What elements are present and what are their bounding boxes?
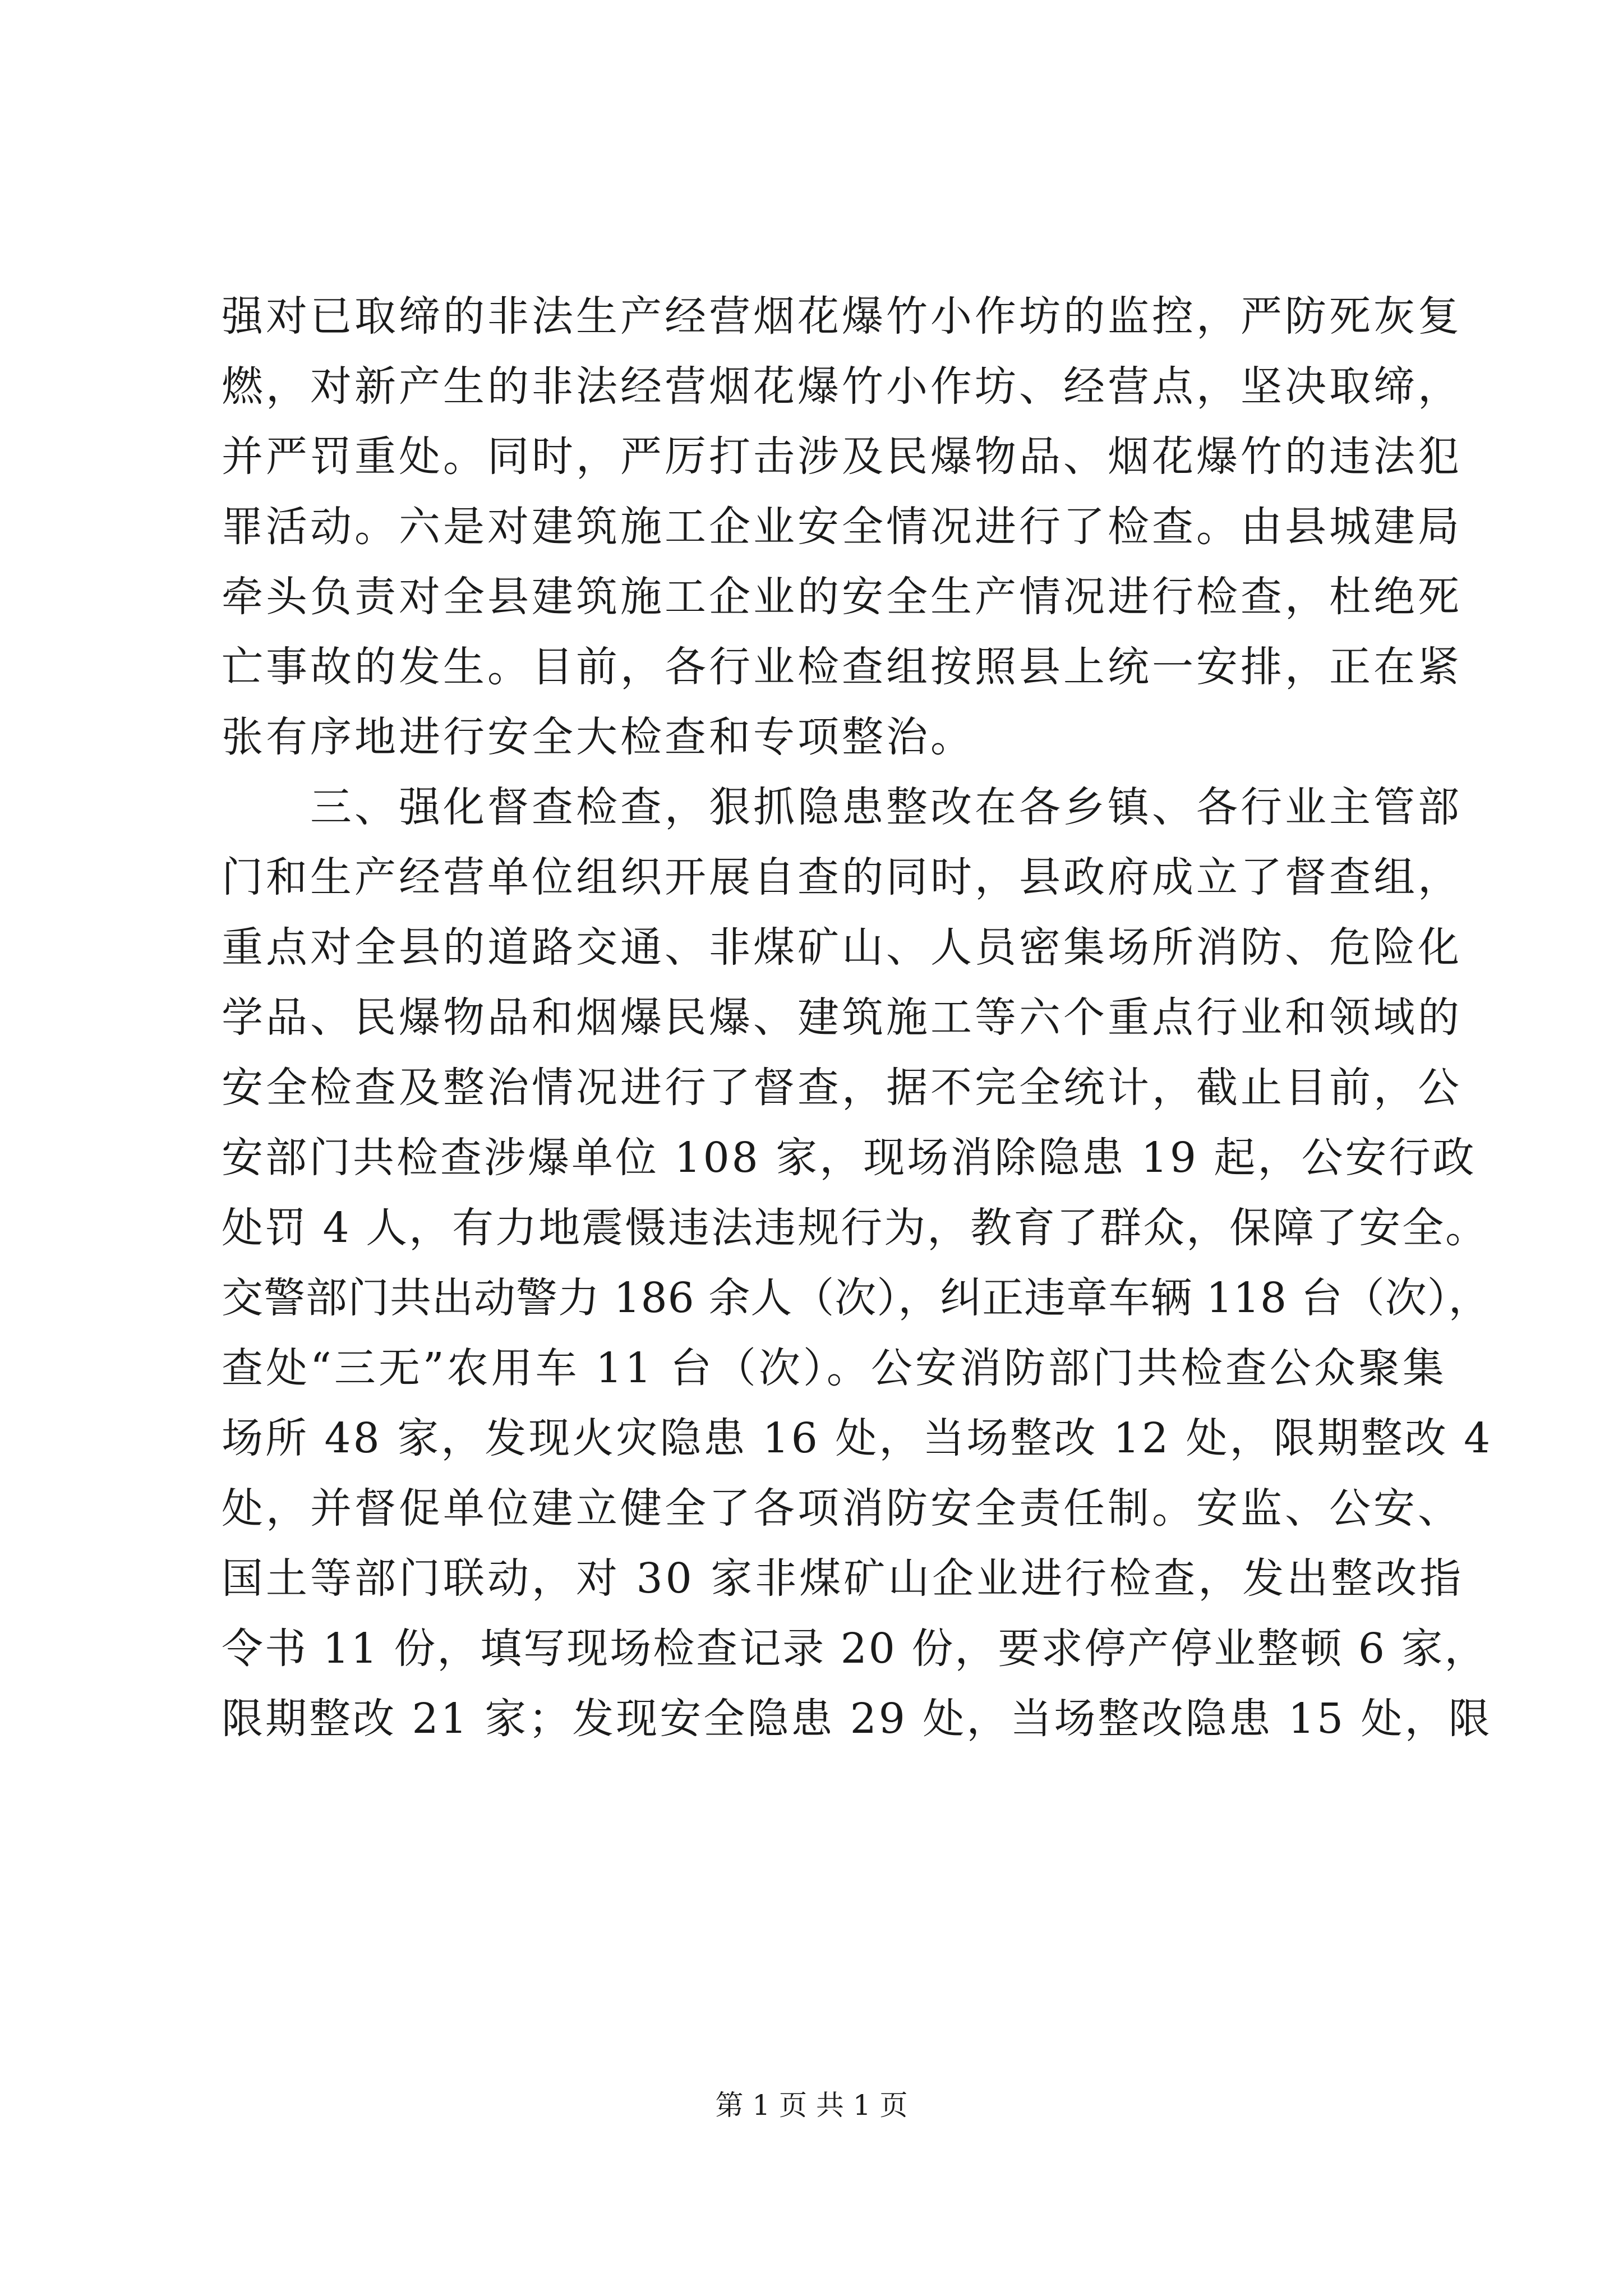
text-line: 安部门共检查涉爆单位 108 家，现场消除隐患 19 起，公安行政 xyxy=(222,1134,1477,1182)
text-line: 限期整改 21 家；发现安全隐患 29 处，当场整改隐患 15 处，限 xyxy=(222,1695,1492,1743)
page-number: 第 1 页 共 1 页 xyxy=(715,2089,908,2122)
text-line: 并严罚重处。同时，严厉打击涉及民爆物品、烟花爆竹的违法犯 xyxy=(222,432,1462,481)
text-line: 查处“三无”农用车 11 台（次）。公安消防部门共检查公众聚集 xyxy=(222,1344,1447,1392)
text-line: 牵头负责对全县建筑施工企业的安全生产情况进行检查，杜绝死 xyxy=(222,573,1462,621)
text-line: 罪活动。六是对建筑施工企业安全情况进行了检查。由县城建局 xyxy=(222,503,1462,551)
text-line: 处罚 4 人，有力地震慑违法违规行为，教育了群众，保障了安全。 xyxy=(222,1204,1489,1252)
text-line: 处，并督促单位建立健全了各项消防安全责任制。安监、公安、 xyxy=(222,1484,1462,1533)
text-line: 令书 11 份，填写现场检查记录 20 份，要求停产停业整顿 6 家， xyxy=(222,1625,1488,1673)
text-line: 学品、民爆物品和烟爆民爆、建筑施工等六个重点行业和领域的 xyxy=(222,993,1462,1042)
text-line: 重点对全县的道路交通、非煤矿山、人员密集场所消防、危险化 xyxy=(222,923,1462,972)
text-line: 张有序地进行安全大检查和专项整治。 xyxy=(222,713,975,761)
text-line: 安全检查及整治情况进行了督查，据不完全统计，截止目前，公 xyxy=(222,1064,1462,1112)
text-line: 交警部门共出动警力 186 余人（次），纠正违章车辆 118 台（次）， xyxy=(222,1274,1491,1322)
text-line: 亡事故的发生。目前，各行业检查组按照县上统一安排，正在紧 xyxy=(222,643,1462,691)
text-line: 三、强化督查检查，狠抓隐患整改在各乡镇、各行业主管部 xyxy=(222,783,1462,831)
text-line: 燃，对新产生的非法经营烟花爆竹小作坊、经营点，坚决取缔， xyxy=(222,362,1462,411)
text-line: 强对已取缔的非法生产经营烟花爆竹小作坊的监控，严防死灰复 xyxy=(222,292,1462,341)
text-line: 门和生产经营单位组织开展自查的同时，县政府成立了督查组， xyxy=(222,853,1462,901)
body-text xyxy=(222,282,1495,1754)
page-footer xyxy=(0,2086,1623,2125)
text-line: 国土等部门联动，对 30 家非煤矿山企业进行检查，发出整改指 xyxy=(222,1554,1464,1603)
text-line: 场所 48 家，发现火灾隐患 16 处，当场整改 12 处，限期整改 4 xyxy=(222,1414,1493,1462)
